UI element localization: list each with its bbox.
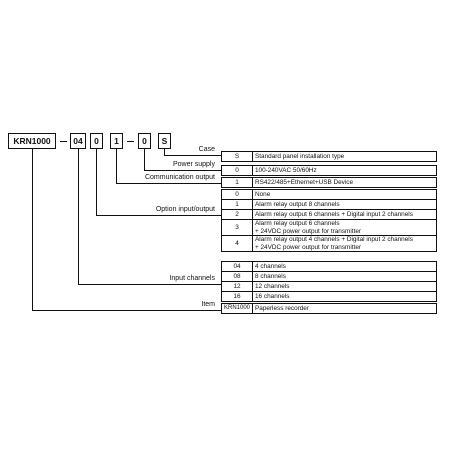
group-label-input-channels: Input channels	[169, 275, 215, 282]
table-row-description	[252, 235, 437, 252]
description-line: Standard panel installation type	[255, 152, 345, 160]
leader-line-case	[164, 155, 221, 156]
table-row-description	[252, 291, 437, 302]
description-line: 8 channels	[255, 272, 286, 280]
description-line: None	[255, 190, 271, 198]
group-label-item: Item	[201, 301, 215, 308]
leader-line-item	[32, 310, 221, 311]
table-row-description	[252, 165, 437, 176]
table-row-code: 1	[221, 177, 253, 188]
description-line: 16 channels	[255, 292, 290, 300]
leader-line-comm	[116, 183, 221, 184]
leader-line-power	[144, 170, 221, 171]
leader-line-option	[96, 149, 97, 215]
code-box-communication: 1	[110, 133, 123, 149]
code-box-case: S	[158, 133, 171, 149]
code-separator	[60, 141, 67, 142]
leader-line-option	[96, 215, 221, 216]
table-row-code: KRN1000	[221, 303, 253, 314]
code-box-item: KRN1000	[8, 133, 56, 149]
description-line: Paperless recorder	[255, 304, 309, 312]
table-row-code: 12	[221, 281, 253, 292]
table-row-description	[252, 303, 437, 314]
table-row-code: 16	[221, 291, 253, 302]
description-line: Alarm relay output 8 channels	[255, 200, 340, 208]
group-label-power-supply: Power supply	[172, 161, 215, 168]
table-row-description	[252, 177, 437, 188]
group-label-case: Case	[198, 146, 215, 153]
table-row-code: 08	[221, 271, 253, 282]
leader-line-comm	[116, 149, 117, 183]
code-box-option-io: 0	[90, 133, 103, 149]
leader-line-input	[78, 284, 221, 285]
leader-line-item	[32, 149, 33, 310]
table-row-code: 2	[221, 209, 253, 220]
description-line: + 24VDC power output for transmitter	[255, 227, 362, 235]
description-line: 4 channels	[255, 262, 286, 270]
code-box-power-supply: 0	[138, 133, 151, 149]
description-line: Alarm relay output 6 channels + Digital input 2 channels	[255, 210, 413, 218]
description-line: + 24VDC power output for transmitter	[255, 243, 362, 251]
code-separator	[127, 141, 134, 142]
leader-line-power	[144, 149, 145, 170]
table-row-code: 3	[221, 219, 253, 236]
description-line: RS422/485+Ethernet+USB Device	[255, 178, 354, 186]
description-line: 12 channels	[255, 282, 290, 290]
description-line: Alarm relay output 6 channels	[255, 219, 340, 227]
description-line: 100-240VAC 50/60Hz	[255, 166, 317, 174]
leader-line-input	[78, 149, 79, 284]
group-label-option-io: Option input/output	[155, 206, 215, 213]
group-label-communication: Communication output	[144, 174, 215, 181]
table-row-code: 04	[221, 261, 253, 272]
table-row-code: 0	[221, 165, 253, 176]
table-row-code: 0	[221, 189, 253, 200]
table-row-code: 1	[221, 199, 253, 210]
table-row-code: 4	[221, 235, 253, 252]
code-box-input-channels: 04	[70, 133, 86, 149]
table-row-code: S	[221, 151, 253, 162]
table-row-description	[252, 219, 437, 236]
table-row-description	[252, 151, 437, 162]
description-line: Alarm relay output 4 channels + Digital input 2 channels	[255, 235, 413, 243]
